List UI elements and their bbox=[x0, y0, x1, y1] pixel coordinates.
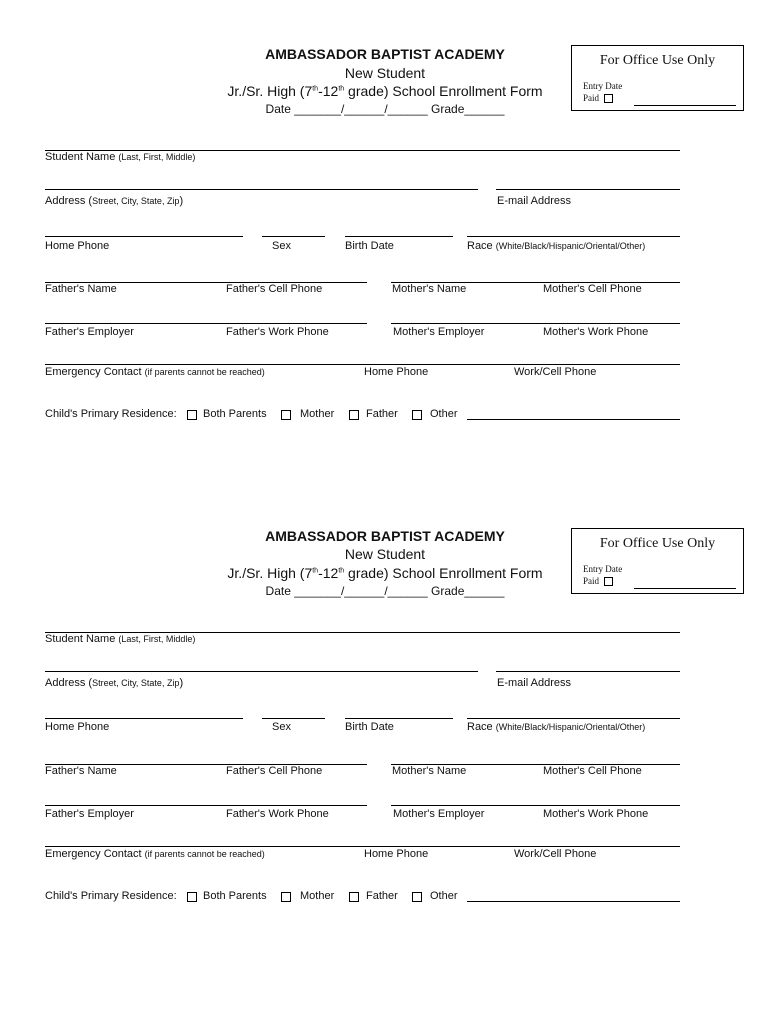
other-checkbox[interactable] bbox=[412, 892, 422, 902]
mother-checkbox[interactable] bbox=[281, 410, 291, 420]
mothers-cell-label: Mother's Cell Phone bbox=[543, 765, 642, 777]
mother-label: Mother bbox=[300, 890, 335, 902]
fathers-employer-line[interactable] bbox=[45, 805, 367, 806]
address-line[interactable] bbox=[45, 189, 478, 190]
mothers-employer-label: Mother's Employer bbox=[393, 326, 485, 338]
mothers-work-label: Mother's Work Phone bbox=[543, 326, 649, 338]
mother-checkbox[interactable] bbox=[281, 892, 291, 902]
home-phone-line[interactable] bbox=[45, 718, 243, 719]
form-grade-title: Jr./Sr. High (7th-12th grade) School Enrollment Form bbox=[227, 83, 543, 99]
other-checkbox[interactable] bbox=[412, 410, 422, 420]
home-phone-line[interactable] bbox=[45, 236, 243, 237]
father-checkbox[interactable] bbox=[349, 892, 359, 902]
father-checkbox[interactable] bbox=[349, 410, 359, 420]
school-title: AMBASSADOR BAPTIST ACADEMY bbox=[265, 528, 505, 544]
mothers-employer-line[interactable] bbox=[391, 805, 680, 806]
sex-line[interactable] bbox=[262, 718, 325, 719]
mothers-employer-line[interactable] bbox=[391, 323, 680, 324]
form-subtitle: New Student bbox=[344, 65, 426, 81]
race-label: Race (White/Black/Hispanic/Oriental/Other) bbox=[467, 721, 646, 733]
school-title: AMBASSADOR BAPTIST ACADEMY bbox=[265, 46, 505, 62]
father-label: Father bbox=[366, 890, 398, 902]
mothers-name-label: Mother's Name bbox=[392, 765, 467, 777]
paid-checkbox[interactable] bbox=[604, 94, 613, 103]
enrollment-form-1 bbox=[0, 0, 770, 482]
office-blank-line[interactable] bbox=[634, 588, 736, 589]
date-grade-line[interactable]: Date _______/______/______ Grade______ bbox=[265, 102, 505, 116]
mother-label: Mother bbox=[300, 408, 335, 420]
emergency-label: Emergency Contact (if parents cannot be reached) bbox=[45, 366, 265, 378]
emergency-label: Emergency Contact (if parents cannot be reached) bbox=[45, 848, 265, 860]
other-specify-line[interactable] bbox=[467, 419, 680, 420]
both-parents-label: Both Parents bbox=[203, 890, 267, 902]
emergency-line[interactable] bbox=[45, 846, 680, 847]
paid-checkbox[interactable] bbox=[604, 577, 613, 586]
both-parents-checkbox[interactable] bbox=[187, 892, 197, 902]
home-phone-label: Home Phone bbox=[45, 240, 110, 252]
paid-label: Paid bbox=[583, 576, 600, 586]
mothers-cell-label: Mother's Cell Phone bbox=[543, 283, 642, 295]
email-label: E-mail Address bbox=[497, 195, 571, 207]
address-label: Address (Street, City, State, Zip) bbox=[45, 677, 184, 689]
birth-date-label: Birth Date bbox=[345, 240, 394, 252]
mothers-employer-label: Mother's Employer bbox=[393, 808, 485, 820]
mothers-work-label: Mother's Work Phone bbox=[543, 808, 649, 820]
fathers-cell-label: Father's Cell Phone bbox=[226, 765, 323, 777]
race-label: Race (White/Black/Hispanic/Oriental/Other) bbox=[467, 240, 646, 252]
student-name-label: Student Name (Last, First, Middle) bbox=[45, 151, 196, 163]
sex-label: Sex bbox=[272, 240, 291, 252]
student-name-label: Student Name (Last, First, Middle) bbox=[45, 633, 196, 645]
other-specify-line[interactable] bbox=[467, 901, 680, 902]
address-line[interactable] bbox=[45, 671, 478, 672]
paid-label: Paid bbox=[583, 93, 600, 103]
home-phone-label: Home Phone bbox=[45, 721, 110, 733]
entry-date-label: Entry Date bbox=[583, 564, 623, 574]
address-label: Address (Street, City, State, Zip) bbox=[45, 195, 184, 207]
fathers-cell-label: Father's Cell Phone bbox=[226, 283, 323, 295]
email-line[interactable] bbox=[496, 189, 680, 190]
date-grade-line[interactable]: Date _______/______/______ Grade______ bbox=[265, 584, 505, 598]
sex-label: Sex bbox=[272, 721, 291, 733]
fathers-employer-label: Father's Employer bbox=[45, 808, 134, 820]
mothers-name-label: Mother's Name bbox=[392, 283, 467, 295]
form-grade-title: Jr./Sr. High (7th-12th grade) School Enrollment Form bbox=[227, 565, 543, 581]
entry-date-label: Entry Date bbox=[583, 81, 623, 91]
enrollment-form-2 bbox=[0, 482, 770, 964]
both-parents-checkbox[interactable] bbox=[187, 410, 197, 420]
fathers-employer-line[interactable] bbox=[45, 323, 367, 324]
emergency-work-cell-label: Work/Cell Phone bbox=[514, 366, 597, 378]
race-line[interactable] bbox=[467, 236, 680, 237]
other-label: Other bbox=[430, 408, 458, 420]
fathers-employer-label: Father's Employer bbox=[45, 326, 134, 338]
office-use-box bbox=[571, 528, 744, 594]
email-line[interactable] bbox=[496, 671, 680, 672]
other-label: Other bbox=[430, 890, 458, 902]
residence-label: Child's Primary Residence: bbox=[45, 890, 177, 902]
fathers-work-label: Father's Work Phone bbox=[226, 808, 329, 820]
birth-date-line[interactable] bbox=[345, 236, 453, 237]
birth-date-line[interactable] bbox=[345, 718, 453, 719]
form-subtitle: New Student bbox=[344, 546, 426, 562]
office-use-title: For Office Use Only bbox=[599, 53, 716, 68]
office-use-box bbox=[571, 45, 744, 111]
birth-date-label: Birth Date bbox=[345, 721, 394, 733]
emergency-home-phone-label: Home Phone bbox=[364, 366, 429, 378]
office-use-title: For Office Use Only bbox=[599, 536, 716, 551]
emergency-line[interactable] bbox=[45, 364, 680, 365]
both-parents-label: Both Parents bbox=[203, 408, 267, 420]
emergency-work-cell-label: Work/Cell Phone bbox=[514, 848, 597, 860]
residence-label: Child's Primary Residence: bbox=[45, 408, 177, 420]
father-label: Father bbox=[366, 408, 398, 420]
office-blank-line[interactable] bbox=[634, 105, 736, 106]
race-line[interactable] bbox=[467, 718, 680, 719]
emergency-home-phone-label: Home Phone bbox=[364, 848, 429, 860]
sex-line[interactable] bbox=[262, 236, 325, 237]
fathers-name-label: Father's Name bbox=[45, 283, 117, 295]
fathers-name-label: Father's Name bbox=[45, 765, 117, 777]
email-label: E-mail Address bbox=[497, 677, 571, 689]
fathers-work-label: Father's Work Phone bbox=[226, 326, 329, 338]
